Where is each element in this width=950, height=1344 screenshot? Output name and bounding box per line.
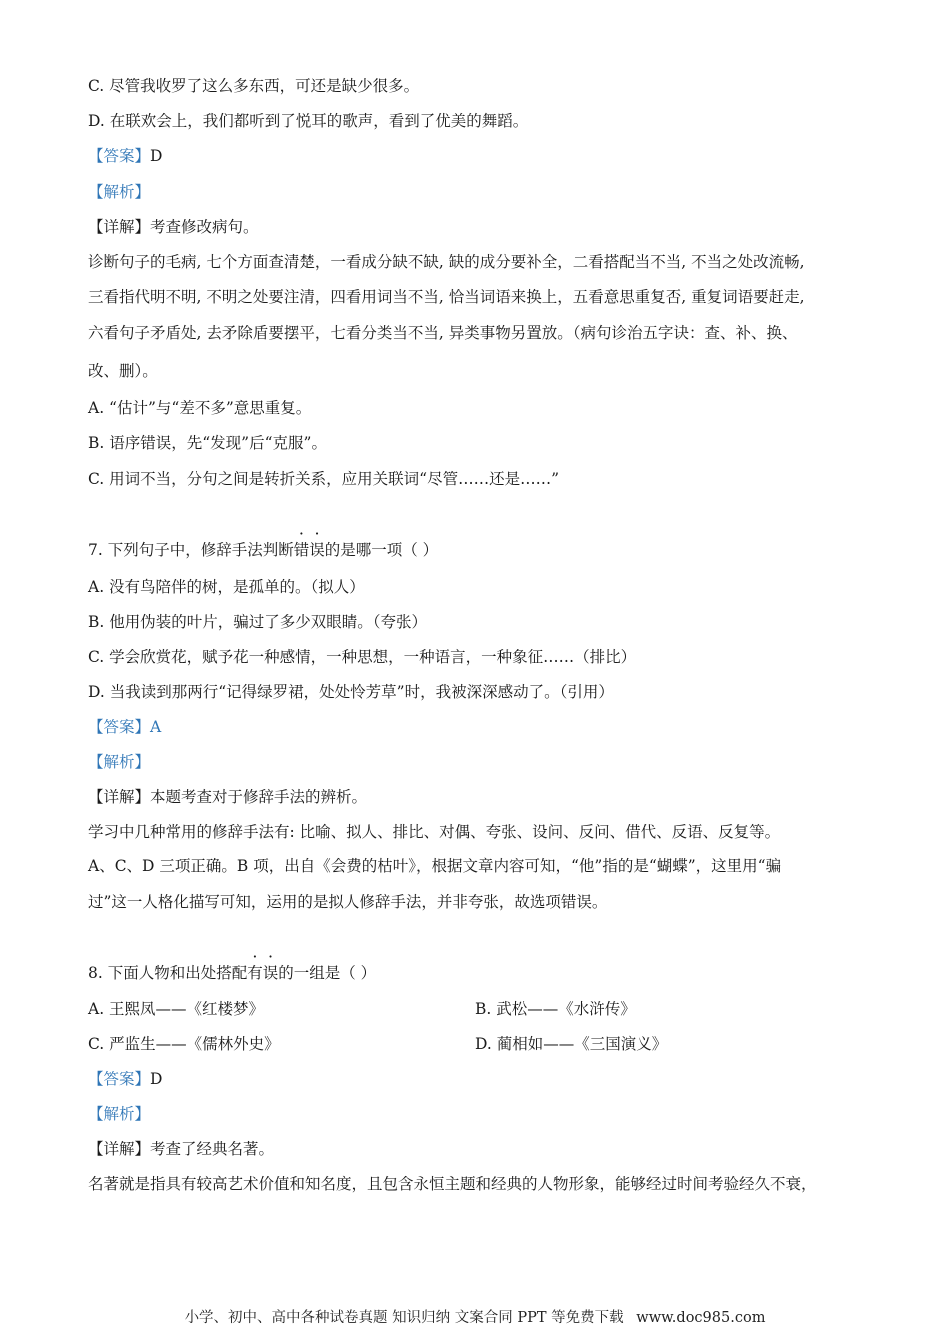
detail-intro: 考查了经典名著。 [150,1140,275,1158]
footer-text: 小学、初中、高中各种试卷真题 知识归纳 文案合同 PPT 等免费下载 [184,1310,624,1326]
answer-value: D [150,1070,163,1088]
emphasis-char-2: 误 [262,964,279,982]
q7-option-c: C. 学会欣赏花，赋予花一种感情，一种思想，一种语言，一种象征……（排比） [88,648,637,666]
q8-stem [88,962,870,984]
detail-intro: 考查修改病句。 [150,218,259,236]
q6-explain-a: A. “估计”与“差不多”意思重复。 [88,399,312,417]
q6-para-line-4: 改、删）。 [88,362,158,380]
q8-analysis-tag: 【解析】 [88,1105,151,1123]
answer-tag: 【答案】 [88,1070,151,1088]
q8-option-d: D. 蔺相如——《三国演义》 [475,1035,668,1053]
q6-para-line-1: 诊断句子的毛病, 七个方面查清楚，一看成分缺不缺, 缺的成分要补全，二看搭配当不当, 不当之处改流畅, [88,253,805,271]
stem-prefix: 8. 下面人物和出处搭配 [88,964,248,982]
q7-para-1: 学习中几种常用的修辞手法有: 比喻、拟人、排比、对偶、夸张、设问、反问、借代、反语、反复等。 [88,823,781,841]
footer-url[interactable]: www.doc985.com [636,1310,766,1326]
q7-answer [88,716,870,738]
q6-option-d: D. 在联欢会上，我们都听到了悦耳的歌声，看到了优美的舞蹈。 [88,112,529,130]
answer-tag: 【答案】 [88,718,151,736]
q6-explain-b: B. 语序错误，先“发现”后“克服”。 [88,434,327,452]
answer-value: D [150,147,163,165]
q6-analysis-tag: 【解析】 [88,183,151,201]
q6-explain-c: C. 用词不当，分句之间是转折关系，应用关联词“尽管……还是……” [88,470,560,488]
q7-analysis-tag: 【解析】 [88,753,151,771]
q7-stem [88,539,870,561]
stem-suffix: 的是哪一项（ ） [324,541,439,559]
emphasis-char-1: 有 [247,964,263,982]
q6-para-line-3: 六看句子矛盾处, 去矛除盾要摆平，七看分类当不当, 异类事物另置放。（病句诊治五字诀：查、补、换、 [88,324,798,342]
detail-tag: 【详解】 [88,788,151,806]
stem-prefix: 7. 下列句子中，修辞手法判断 [88,541,294,559]
q8-options-row-2 [88,1033,870,1055]
q8-answer [88,1068,870,1090]
q6-option-c: C. 尽管我收罗了这么多东西，可还是缺少很多。 [88,77,420,95]
q7-para-2-line-1: A、C、D 三项正确。B 项，出自《会费的枯叶》，根据文章内容可知，“他”指的是“蝴蝶”，这里用“骗 [88,857,782,875]
page-footer [0,1306,950,1327]
q6-para-line-2: 三看指代明不明, 不明之处要注清，四看用词当不当, 恰当词语来换上，五看意思重复否, 重复词语要赶走, [88,288,805,306]
emphasis-char-2: 误 [309,541,325,559]
q8-para-1: 名著就是指具有较高艺术价值和知名度，且包含永恒主题和经典的人物形象，能够经过时间考验经久不衰， [88,1175,817,1193]
q7-option-a: A. 没有鸟陪伴的树，是孤单的。（拟人） [88,578,365,596]
detail-tag: 【详解】 [88,1140,151,1158]
q6-detail [88,216,870,238]
detail-tag: 【详解】 [88,218,151,236]
q8-option-c: C. 严监生——《儒林外史》 [88,1035,280,1053]
answer-value: A [150,718,162,736]
q8-options-row-1 [88,998,870,1020]
q8-detail [88,1138,870,1160]
q8-option-b: B. 武松——《水浒传》 [475,1000,636,1018]
q7-option-b: B. 他用伪装的叶片，骗过了多少双眼睛。（夸张） [88,613,427,631]
emphasis-char-1: 错 [293,541,310,559]
stem-suffix: 的一组是（ ） [278,964,377,982]
answer-tag: 【答案】 [88,147,151,165]
q7-detail [88,786,870,808]
q7-para-2-line-2: 过”这一人格化描写可知，运用的是拟人修辞手法，并非夸张，故选项错误。 [88,893,608,911]
q7-option-d: D. 当我读到那两行“记得绿罗裙，处处怜芳草”时，我被深深感动了。（引用） [88,683,614,701]
q8-option-a: A. 王熙凤——《红楼梦》 [88,1000,265,1018]
q6-answer [88,145,870,167]
detail-intro: 本题考查对于修辞手法的辨析。 [150,788,368,806]
